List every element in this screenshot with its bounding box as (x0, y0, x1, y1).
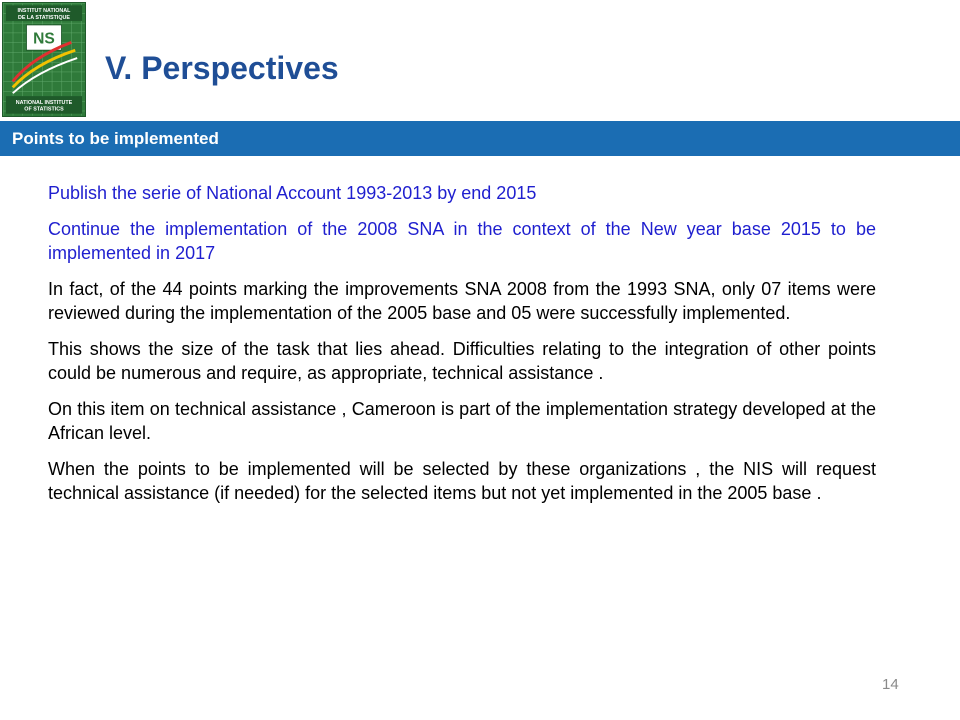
page-title: V. Perspectives (105, 50, 339, 86)
body-content (48, 181, 876, 517)
section-band (0, 121, 960, 156)
logo-top-text-1: INSTITUT NATIONAL (17, 8, 71, 15)
page-number: 14 (882, 676, 899, 693)
paragraph-4: This shows the size of the task that lies ahead. Difficulties relating to the integration of other points could be numerous and require, as appropriate, technical assistance . (48, 339, 876, 383)
logo-bottom-text-1: NATIONAL INSTITUTE (15, 99, 73, 106)
section-label: Points to be implemented (12, 129, 219, 148)
logo-top-text-2: DE LA STATISTIQUE (17, 14, 71, 21)
paragraph-3: In fact, of the 44 points marking the improvements SNA 2008 from the 1993 SNA, only 07 items were reviewed during the implementation of the 2005 base and 05 were successfully implemented. (48, 279, 876, 323)
nis-logo-graphic (3, 3, 85, 116)
logo-mark: NS (33, 30, 55, 48)
paragraph-1: Publish the serie of National Account 1993-2013 by end 2015 (48, 183, 537, 203)
logo-bottom-text-2: OF STATISTICS (24, 106, 64, 113)
paragraph-6: When the points to be implemented will be selected by these organizations , the NIS will request technical assistance (if needed) for the selected items but not yet implemented in the 2005 base . (48, 459, 876, 503)
nis-logo (2, 2, 86, 117)
paragraph-2: Continue the implementation of the 2008 SNA in the context of the New year base 2015 to be implemented in 2017 (48, 219, 876, 263)
paragraph-5: On this item on technical assistance , Cameroon is part of the implementation strategy developed at the African level. (48, 399, 876, 443)
